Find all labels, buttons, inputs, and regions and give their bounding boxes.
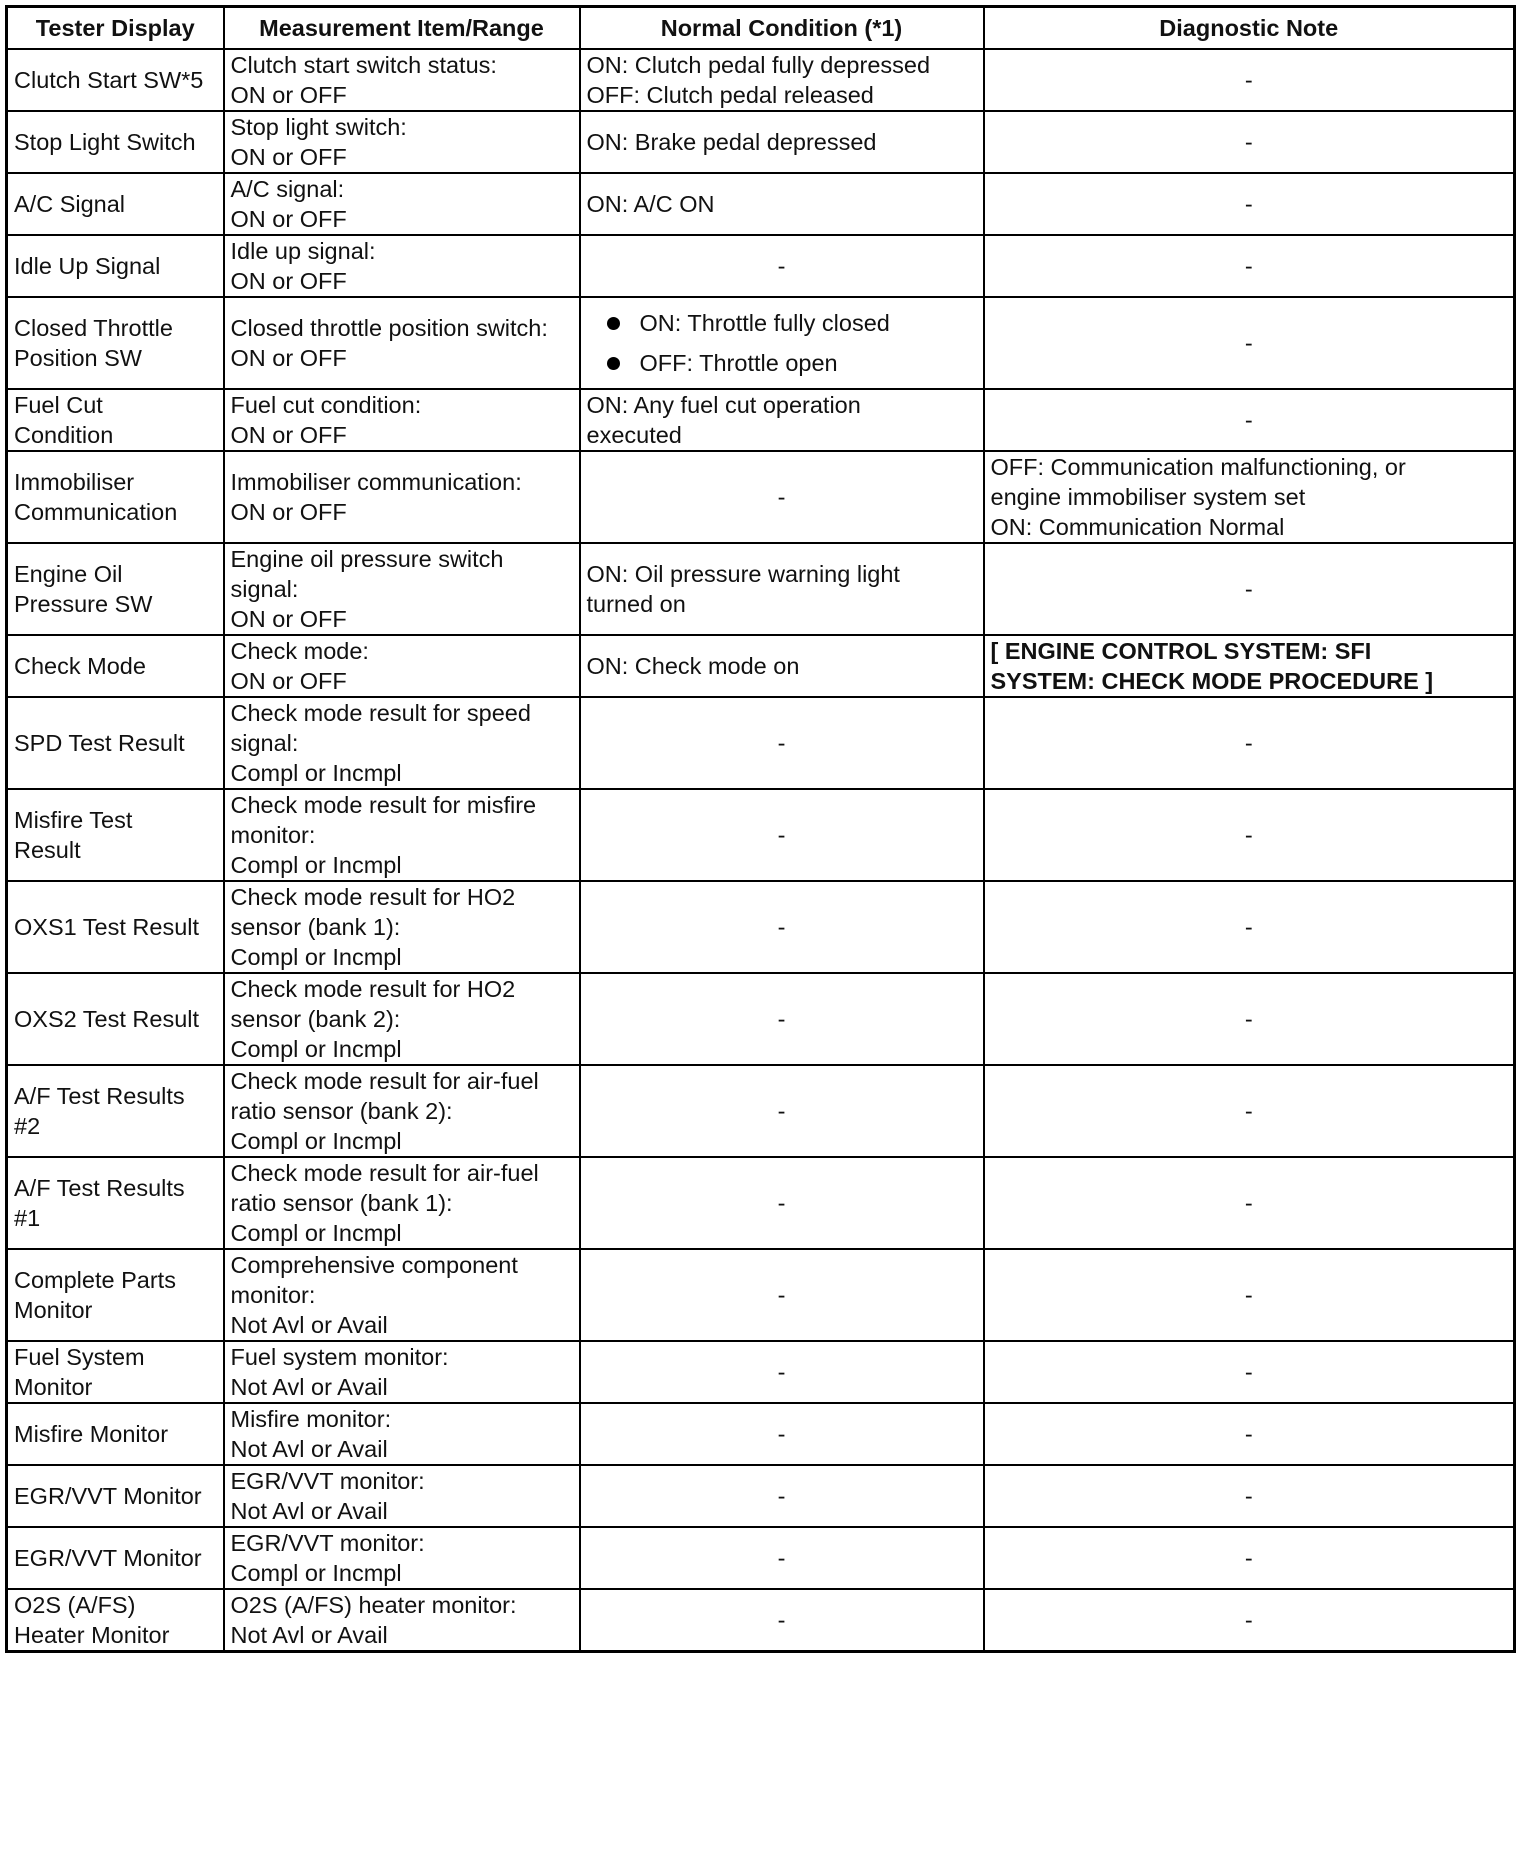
cell-line: Engine Oil bbox=[14, 561, 123, 587]
cell-line: Fuel cut condition: bbox=[230, 392, 422, 418]
cell-line: - bbox=[1244, 1006, 1253, 1032]
cell-tester-display bbox=[7, 1403, 224, 1465]
cell-line: - bbox=[1244, 407, 1253, 433]
bullet-dot-icon bbox=[607, 357, 620, 370]
cell-line: O2S (A/FS) bbox=[14, 1592, 136, 1618]
table-row bbox=[7, 173, 1515, 235]
cell-line: EGR/VVT monitor: bbox=[230, 1468, 425, 1494]
cell-diagnostic-note bbox=[984, 173, 1515, 235]
cell-line: ON or OFF bbox=[230, 668, 347, 694]
cell-line: monitor: bbox=[230, 822, 316, 848]
cell-line: ON or OFF bbox=[230, 499, 347, 525]
cell-measurement bbox=[224, 1589, 580, 1652]
cell-line: A/F Test Results bbox=[14, 1175, 185, 1201]
cell-line: - bbox=[1244, 1421, 1253, 1447]
cell-normal-condition bbox=[580, 451, 984, 543]
cell-diagnostic-note bbox=[984, 389, 1515, 451]
table-row bbox=[7, 543, 1515, 635]
bullet-list bbox=[587, 308, 977, 378]
table-row bbox=[7, 297, 1515, 389]
cell-line: #2 bbox=[14, 1113, 41, 1139]
cell-line: Check mode: bbox=[230, 638, 369, 664]
bullet-dot-icon bbox=[607, 317, 620, 330]
cell-line: ON: Any fuel cut operation bbox=[586, 392, 861, 418]
cell-line: - bbox=[1244, 67, 1253, 93]
cell-line: EGR/VVT monitor: bbox=[230, 1530, 425, 1556]
cell-line: Not Avl or Avail bbox=[230, 1498, 388, 1524]
cell-diagnostic-note bbox=[984, 1157, 1515, 1249]
cell-line: Stop Light Switch bbox=[14, 129, 196, 155]
cell-diagnostic-note bbox=[984, 697, 1515, 789]
table-row bbox=[7, 451, 1515, 543]
cell-line: - bbox=[1244, 576, 1253, 602]
cell-line: - bbox=[1244, 1282, 1253, 1308]
table-row bbox=[7, 1589, 1515, 1652]
cell-tester-display bbox=[7, 1341, 224, 1403]
cell-measurement bbox=[224, 1465, 580, 1527]
cell-normal-condition bbox=[580, 1527, 984, 1589]
cell-normal-condition bbox=[580, 973, 984, 1065]
cell-measurement bbox=[224, 49, 580, 111]
cell-normal-condition bbox=[580, 881, 984, 973]
cell-measurement bbox=[224, 173, 580, 235]
cell-normal-condition bbox=[580, 1249, 984, 1341]
cell-diagnostic-note bbox=[984, 1527, 1515, 1589]
cell-line: ON: Communication Normal bbox=[990, 514, 1285, 540]
cell-tester-display bbox=[7, 881, 224, 973]
table-row bbox=[7, 881, 1515, 973]
cell-tester-display bbox=[7, 389, 224, 451]
cell-normal-condition bbox=[580, 173, 984, 235]
cell-line: - bbox=[1244, 253, 1253, 279]
cell-diagnostic-note bbox=[984, 297, 1515, 389]
cell-line: Condition bbox=[14, 422, 114, 448]
cell-normal-condition bbox=[580, 297, 984, 389]
cell-line: OXS2 Test Result bbox=[14, 1006, 200, 1032]
cell-line: Not Avl or Avail bbox=[230, 1436, 388, 1462]
cell-tester-display bbox=[7, 973, 224, 1065]
cell-line: - bbox=[1244, 822, 1253, 848]
bullet-text: OFF: Throttle open bbox=[639, 350, 838, 376]
cell-line: ON or OFF bbox=[230, 606, 347, 632]
cell-tester-display bbox=[7, 1589, 224, 1652]
table-row bbox=[7, 1527, 1515, 1589]
cell-tester-display bbox=[7, 697, 224, 789]
cell-measurement bbox=[224, 1249, 580, 1341]
cell-line: - bbox=[777, 1098, 786, 1124]
cell-line: Fuel System bbox=[14, 1344, 145, 1370]
cell-diagnostic-note bbox=[984, 1403, 1515, 1465]
cell-line: - bbox=[1244, 914, 1253, 940]
cell-line: Compl or Incmpl bbox=[230, 1036, 402, 1062]
cell-line: Engine oil pressure switch bbox=[230, 546, 504, 572]
cell-line: Monitor bbox=[14, 1374, 93, 1400]
cell-tester-display bbox=[7, 789, 224, 881]
cell-diagnostic-note bbox=[984, 1065, 1515, 1157]
table-row bbox=[7, 789, 1515, 881]
cell-line: - bbox=[777, 253, 786, 279]
cell-line: ON or OFF bbox=[230, 82, 347, 108]
cell-measurement bbox=[224, 543, 580, 635]
cell-line: Position SW bbox=[14, 345, 142, 371]
cell-line: Check mode result for air-fuel bbox=[230, 1160, 539, 1186]
cell-line: - bbox=[777, 1190, 786, 1216]
cell-line: ratio sensor (bank 1): bbox=[230, 1190, 453, 1216]
cell-line: - bbox=[1244, 1190, 1253, 1216]
cell-line: Check mode result for HO2 bbox=[230, 976, 516, 1002]
cell-tester-display bbox=[7, 543, 224, 635]
table-row bbox=[7, 635, 1515, 697]
cell-line: A/C Signal bbox=[14, 191, 126, 217]
cell-line: Fuel system monitor: bbox=[230, 1344, 449, 1370]
table-row bbox=[7, 389, 1515, 451]
cell-diagnostic-note bbox=[984, 451, 1515, 543]
cell-line: Check mode result for air-fuel bbox=[230, 1068, 539, 1094]
cell-line: - bbox=[777, 1282, 786, 1308]
cell-line: - bbox=[777, 1359, 786, 1385]
cell-tester-display bbox=[7, 173, 224, 235]
cell-line: Compl or Incmpl bbox=[230, 1220, 402, 1246]
cell-line: Misfire monitor: bbox=[230, 1406, 392, 1432]
cell-tester-display bbox=[7, 1249, 224, 1341]
cell-line: - bbox=[777, 1483, 786, 1509]
cell-line: ON: Brake pedal depressed bbox=[586, 129, 877, 155]
cell-line: - bbox=[777, 822, 786, 848]
cell-line: - bbox=[1244, 1545, 1253, 1571]
cell-line: Compl or Incmpl bbox=[230, 760, 402, 786]
cell-line: - bbox=[1244, 330, 1253, 356]
table-row bbox=[7, 1465, 1515, 1527]
cell-line: EGR/VVT Monitor bbox=[14, 1483, 202, 1509]
cell-line: - bbox=[777, 1421, 786, 1447]
cell-line: ON or OFF bbox=[230, 422, 347, 448]
cell-line: OXS1 Test Result bbox=[14, 914, 200, 940]
cell-diagnostic-note bbox=[984, 635, 1515, 697]
cell-measurement bbox=[224, 1403, 580, 1465]
cell-line: signal: bbox=[230, 730, 299, 756]
cell-normal-condition bbox=[580, 389, 984, 451]
header-measurement: Measurement Item/Range bbox=[224, 7, 580, 50]
cell-tester-display bbox=[7, 111, 224, 173]
cell-line: Closed Throttle bbox=[14, 315, 173, 341]
cell-tester-display bbox=[7, 1527, 224, 1589]
cell-line: Check mode result for HO2 bbox=[230, 884, 516, 910]
cell-diagnostic-note bbox=[984, 1589, 1515, 1652]
cell-line: SPD Test Result bbox=[14, 730, 185, 756]
cell-measurement bbox=[224, 697, 580, 789]
cell-line: [ ENGINE CONTROL SYSTEM: SFI bbox=[990, 638, 1372, 664]
cell-tester-display bbox=[7, 451, 224, 543]
table-row bbox=[7, 111, 1515, 173]
cell-tester-display bbox=[7, 1157, 224, 1249]
cell-line: Clutch Start SW*5 bbox=[14, 67, 204, 93]
cell-line: - bbox=[777, 914, 786, 940]
table-row bbox=[7, 1341, 1515, 1403]
cell-line: Compl or Incmpl bbox=[230, 852, 402, 878]
cell-normal-condition bbox=[580, 635, 984, 697]
cell-line: Compl or Incmpl bbox=[230, 1128, 402, 1154]
cell-line: Not Avl or Avail bbox=[230, 1374, 388, 1400]
cell-normal-condition bbox=[580, 111, 984, 173]
cell-measurement bbox=[224, 235, 580, 297]
cell-line: Idle Up Signal bbox=[14, 253, 161, 279]
cell-normal-condition bbox=[580, 1157, 984, 1249]
cell-line: Pressure SW bbox=[14, 591, 153, 617]
cell-line: OFF: Communication malfunctioning, or bbox=[990, 454, 1406, 480]
cell-line: Compl or Incmpl bbox=[230, 1560, 402, 1586]
cell-line: monitor: bbox=[230, 1282, 316, 1308]
cell-line: Immobiliser bbox=[14, 469, 135, 495]
cell-diagnostic-note bbox=[984, 973, 1515, 1065]
cell-normal-condition bbox=[580, 1403, 984, 1465]
cell-normal-condition bbox=[580, 235, 984, 297]
cell-line: OFF: Clutch pedal released bbox=[586, 82, 874, 108]
cell-diagnostic-note bbox=[984, 1341, 1515, 1403]
cell-tester-display bbox=[7, 635, 224, 697]
data-list-table bbox=[5, 5, 1516, 1653]
cell-line: - bbox=[777, 1607, 786, 1633]
cell-measurement bbox=[224, 389, 580, 451]
cell-line: Comprehensive component bbox=[230, 1252, 518, 1278]
cell-line: Clutch start switch status: bbox=[230, 52, 497, 78]
cell-line: Check Mode bbox=[14, 653, 146, 679]
header-diagnostic-note: Diagnostic Note bbox=[984, 7, 1515, 50]
cell-normal-condition bbox=[580, 1341, 984, 1403]
cell-line: Complete Parts bbox=[14, 1267, 176, 1293]
cell-diagnostic-note bbox=[984, 49, 1515, 111]
cell-line: ON: Check mode on bbox=[586, 653, 800, 679]
table-body bbox=[7, 49, 1515, 1652]
cell-line: executed bbox=[586, 422, 682, 448]
bullet-text: ON: Throttle fully closed bbox=[639, 310, 890, 336]
cell-line: - bbox=[777, 730, 786, 756]
cell-line: SYSTEM: CHECK MODE PROCEDURE ] bbox=[990, 668, 1434, 694]
cell-line: Closed throttle position switch: bbox=[230, 315, 548, 341]
cell-diagnostic-note bbox=[984, 1465, 1515, 1527]
cell-measurement bbox=[224, 789, 580, 881]
header-normal-condition: Normal Condition (*1) bbox=[580, 7, 984, 50]
cell-diagnostic-note bbox=[984, 111, 1515, 173]
cell-line: Check mode result for speed bbox=[230, 700, 531, 726]
header-row bbox=[7, 7, 1515, 50]
cell-line: ON or OFF bbox=[230, 345, 347, 371]
cell-line: - bbox=[1244, 1098, 1253, 1124]
cell-normal-condition bbox=[580, 697, 984, 789]
cell-line: turned on bbox=[586, 591, 686, 617]
cell-line: O2S (A/FS) heater monitor: bbox=[230, 1592, 517, 1618]
cell-line: ON: Oil pressure warning light bbox=[586, 561, 900, 587]
cell-line: Not Avl or Avail bbox=[230, 1312, 388, 1338]
cell-normal-condition bbox=[580, 789, 984, 881]
cell-line: ON: A/C ON bbox=[586, 191, 715, 217]
cell-diagnostic-note bbox=[984, 543, 1515, 635]
cell-line: Misfire Monitor bbox=[14, 1421, 169, 1447]
cell-measurement bbox=[224, 973, 580, 1065]
cell-normal-condition bbox=[580, 1065, 984, 1157]
cell-measurement bbox=[224, 1341, 580, 1403]
bullet-item bbox=[587, 308, 977, 338]
cell-measurement bbox=[224, 635, 580, 697]
cell-line: Not Avl or Avail bbox=[230, 1622, 388, 1648]
cell-line: ON: Clutch pedal fully depressed bbox=[586, 52, 931, 78]
table-row bbox=[7, 697, 1515, 789]
cell-measurement bbox=[224, 297, 580, 389]
cell-measurement bbox=[224, 111, 580, 173]
cell-line: ON or OFF bbox=[230, 144, 347, 170]
cell-line: Idle up signal: bbox=[230, 238, 376, 264]
cell-normal-condition bbox=[580, 543, 984, 635]
cell-line: Heater Monitor bbox=[14, 1622, 170, 1648]
table-row bbox=[7, 235, 1515, 297]
table-row bbox=[7, 49, 1515, 111]
cell-diagnostic-note bbox=[984, 1249, 1515, 1341]
cell-line: Check mode result for misfire bbox=[230, 792, 537, 818]
cell-line: - bbox=[1244, 1483, 1253, 1509]
cell-tester-display bbox=[7, 235, 224, 297]
cell-line: A/C signal: bbox=[230, 176, 345, 202]
cell-line: sensor (bank 1): bbox=[230, 914, 401, 940]
page bbox=[5, 5, 1516, 1653]
cell-line: Monitor bbox=[14, 1297, 93, 1323]
table-row bbox=[7, 1065, 1515, 1157]
cell-tester-display bbox=[7, 49, 224, 111]
cell-measurement bbox=[224, 881, 580, 973]
cell-line: Fuel Cut bbox=[14, 392, 103, 418]
cell-line: - bbox=[1244, 129, 1253, 155]
cell-normal-condition bbox=[580, 1465, 984, 1527]
cell-line: signal: bbox=[230, 576, 299, 602]
cell-diagnostic-note bbox=[984, 789, 1515, 881]
cell-line: - bbox=[1244, 1607, 1253, 1633]
cell-tester-display bbox=[7, 297, 224, 389]
bullet-item bbox=[587, 348, 977, 378]
cell-line: A/F Test Results bbox=[14, 1083, 185, 1109]
cell-diagnostic-note bbox=[984, 235, 1515, 297]
cell-line: - bbox=[777, 1545, 786, 1571]
cell-line: ratio sensor (bank 2): bbox=[230, 1098, 453, 1124]
cell-line: ON or OFF bbox=[230, 206, 347, 232]
cell-normal-condition bbox=[580, 1589, 984, 1652]
cell-line: Immobiliser communication: bbox=[230, 469, 522, 495]
cell-line: EGR/VVT Monitor bbox=[14, 1545, 202, 1571]
cell-line: Compl or Incmpl bbox=[230, 944, 402, 970]
cell-line: Misfire Test bbox=[14, 807, 133, 833]
cell-line: Result bbox=[14, 837, 81, 863]
table-row bbox=[7, 1403, 1515, 1465]
cell-tester-display bbox=[7, 1465, 224, 1527]
cell-line: #1 bbox=[14, 1205, 41, 1231]
cell-measurement bbox=[224, 1065, 580, 1157]
cell-line: Stop light switch: bbox=[230, 114, 407, 140]
cell-line: ON or OFF bbox=[230, 268, 347, 294]
cell-measurement bbox=[224, 1157, 580, 1249]
table-row bbox=[7, 1157, 1515, 1249]
cell-line: - bbox=[777, 1006, 786, 1032]
table-row bbox=[7, 973, 1515, 1065]
cell-line: Communication bbox=[14, 499, 178, 525]
cell-line: engine immobiliser system set bbox=[990, 484, 1306, 510]
cell-measurement bbox=[224, 1527, 580, 1589]
cell-line: sensor (bank 2): bbox=[230, 1006, 401, 1032]
cell-line: - bbox=[1244, 1359, 1253, 1385]
cell-measurement bbox=[224, 451, 580, 543]
header-tester-display: Tester Display bbox=[7, 7, 224, 50]
cell-line: - bbox=[777, 484, 786, 510]
cell-normal-condition bbox=[580, 49, 984, 111]
cell-diagnostic-note bbox=[984, 881, 1515, 973]
cell-line: - bbox=[1244, 191, 1253, 217]
cell-line: - bbox=[1244, 730, 1253, 756]
cell-tester-display bbox=[7, 1065, 224, 1157]
table-row bbox=[7, 1249, 1515, 1341]
